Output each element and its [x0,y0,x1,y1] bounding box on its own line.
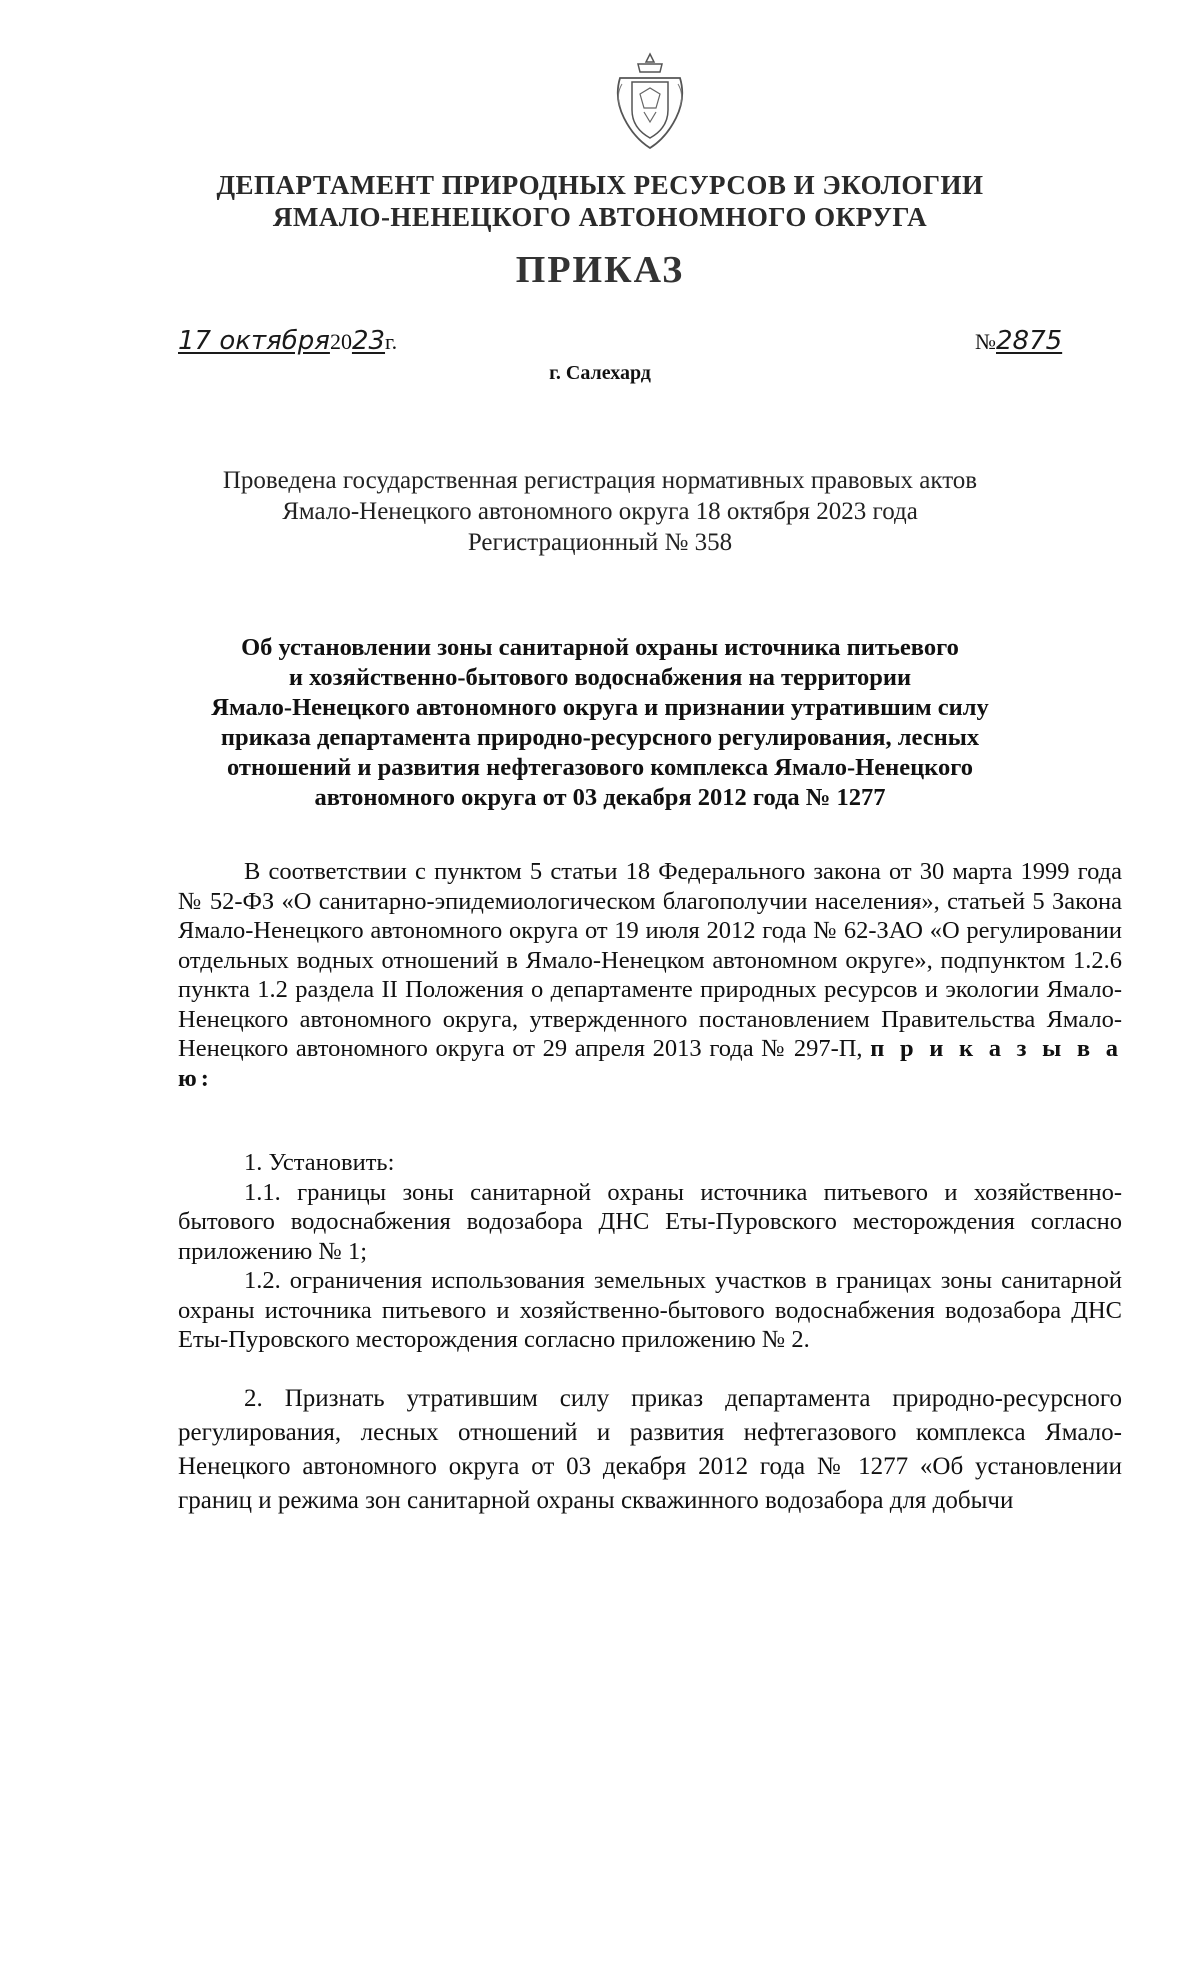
order-items [178,1148,1122,1355]
registration-line3: Регистрационный № 358 [467,529,733,556]
preamble [178,857,1122,1093]
subject-line1: Об установлении зоны санитарной охраны источника питьевого [241,634,959,661]
subject-line6: автономного округа от 03 декабря 2012 года № 1277 [314,784,886,811]
order-word: п р и к а з ы в а ю: [178,1035,1122,1092]
handwritten-year: 23 [351,326,386,356]
city: г. Салехард [549,362,651,384]
item-1-2: 1.2. ограничения использования земельных участков в границах зоны санитарной охраны источника питьевого и хозяйственно-бытового водоснабжения водозабора ДНС Еты-Пуровского месторождения согласно приложению № 2. [178,1267,1122,1353]
item-1: 1. Установить: [244,1149,395,1176]
number-prefix: № [975,329,996,354]
order-item-2 [178,1382,1122,1518]
registration-stamp [0,465,1200,558]
department-name-line1: ДЕПАРТАМЕНТ ПРИРОДНЫХ РЕСУРСОВ И ЭКОЛОГИИ [216,170,984,200]
subject-line4: приказа департамента природно-ресурсного регулирования, лесных [220,724,980,751]
subject-line2: и хозяйственно-бытового водоснабжения на территории [288,664,912,691]
order-title: ПРИКАЗ [515,249,685,291]
subject-line5: отношений и развития нефтегазового комплекса Ямало-Ненецкого [226,754,973,781]
preamble-paragraph [178,857,1122,1093]
department-name-line2: ЯМАЛО-НЕНЕЦКОГО АВТОНОМНОГО ОКРУГА [272,202,928,232]
preamble-text: В соответствии с пунктом 5 статьи 18 Федерального закона от 30 марта 1999 года № 52-ФЗ «О санитарно-эпидемиологическом благополучии населения», статьей 5 Закона Ямало-Ненецкого автономного округа от 19 июля 2012 года № 62-ЗАО «О регулировании отдельных водных отношений в Ямало-Ненецком автономном округе», подпунктом 1.2.6 пункта 1.2 раздела II Положения о департаменте природных ресурсов и экологии Ямало-Ненецкого автономного округа, утвержденного постановлением Правительства Ямало-Ненецкого автономного округа от 29 апреля 2013 года № 297-П, [178,858,1122,1062]
item-1-1: 1.1. границы зоны санитарной охраны источника питьевого и хозяйственно-бытового водоснабжения водозабора ДНС Еты-Пуровского месторождения согласно приложению № 1; [178,1178,1122,1265]
handwritten-date: 17 октября [178,326,330,356]
order-number [975,326,1116,356]
registration-line2: Ямало-Ненецкого автономного округа 18 октября 2023 года [282,498,918,525]
order-subject [120,633,1080,813]
subject-line3: Ямало-Ненецкого автономного округа и признании утратившим силу [211,694,989,721]
year-suffix: г. [385,329,398,354]
year-prefix: 20 [329,329,352,354]
handwritten-number: 2875 [996,326,1063,356]
coat-of-arms-icon [608,50,692,154]
order-date [178,326,397,356]
item-2: 2. Признать утратившим силу приказ департамента природно-ресурсного регулирования, лесных отношений и развития нефтегазового комплекса Ямало-Ненецкого автономного округа от 03 декабря 2012 года № 1277 «Об установлении границ и режима зон санитарной охраны скважинного водозабора для добычи [178,1385,1122,1514]
registration-line1: Проведена государственная регистрация нормативных правовых актов [222,467,978,494]
